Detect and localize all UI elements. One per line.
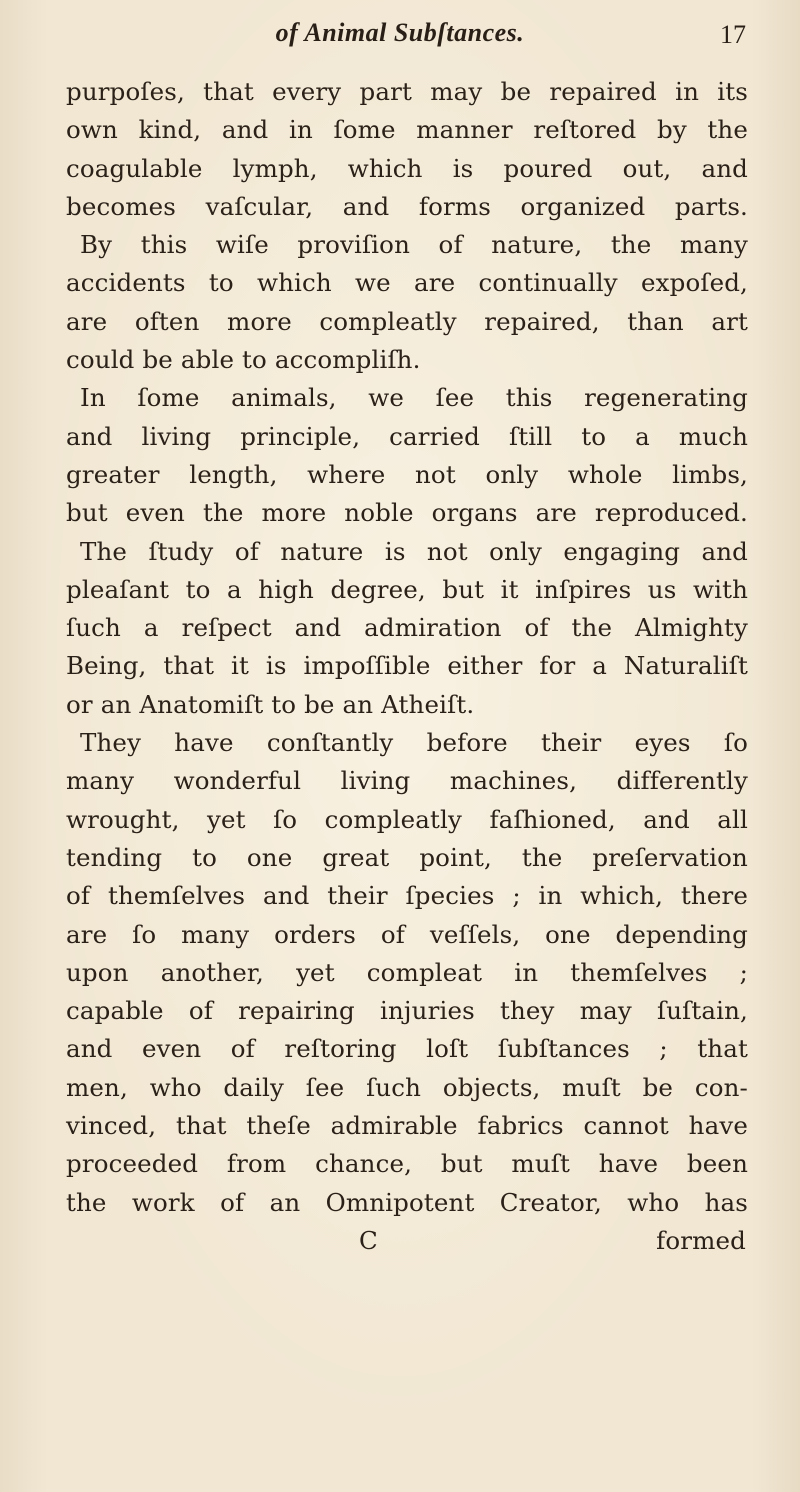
page-number: 17 xyxy=(720,20,746,49)
text-line: and living principle, carried ſtill to a much xyxy=(66,421,748,451)
body-text xyxy=(66,73,748,1260)
text-line: In ſome animals, we ſee this regenerating xyxy=(80,383,748,413)
text-line: upon another, yet compleat in themſelves ; xyxy=(66,957,748,987)
text-line: could be able to accompliſh. xyxy=(66,345,421,375)
footer-line xyxy=(66,1222,748,1260)
page-header xyxy=(0,14,800,58)
text-line: or an Anatomiſt to be an Atheiſt. xyxy=(66,689,475,719)
text-line: are ſo many orders of veſſels, one depending xyxy=(66,919,748,949)
text-line: greater length, where not only whole limbs, xyxy=(66,459,748,489)
text-line: The ſtudy of nature is not only engaging and xyxy=(80,536,748,566)
text-line: of themſelves and their ſpecies ; in which, there xyxy=(66,881,748,911)
text-line: ſuch a reſpect and admiration of the Almighty xyxy=(66,613,748,643)
text-line: accidents to which we are continually expoſed, xyxy=(66,268,748,298)
text-line: many wonderful living machines, differently xyxy=(66,766,748,796)
text-line: but even the more noble organs are reproduced. xyxy=(66,498,748,528)
text-line: capable of repairing injuries they may ſuſtain, xyxy=(66,996,748,1026)
text-line: men, who daily ſee ſuch objects, muſt be con- xyxy=(66,1072,748,1102)
catchword: formed xyxy=(656,1225,746,1255)
running-head: of Animal Subſtances. xyxy=(275,18,525,47)
text-line: They have conſtantly before their eyes ſo xyxy=(80,728,748,758)
text-line: By this wiſe proviſion of nature, the many xyxy=(80,230,748,260)
signature-mark: C xyxy=(359,1225,378,1255)
text-line: becomes vaſcular, and forms organized parts. xyxy=(66,191,748,221)
text-line: tending to one great point, the preſervation xyxy=(66,842,748,872)
text-line: vinced, that theſe admirable fabrics cannot have xyxy=(66,1111,748,1141)
text-line: purpoſes, that every part may be repaired in its xyxy=(66,77,748,106)
text-line: proceeded from chance, but muſt have been xyxy=(66,1149,748,1179)
text-line: Being, that it is impoſſible either for a Naturaliſt xyxy=(66,651,748,681)
text-line: the work of an Omnipotent Creator, who has xyxy=(66,1187,748,1217)
text-line: are often more compleatly repaired, than art xyxy=(66,306,748,336)
text-line: wrought, yet ſo compleatly faſhioned, and all xyxy=(66,804,748,834)
text-line: own kind, and in ſome manner reſtored by the xyxy=(66,115,748,145)
text-line: pleaſant to a high degree, but it inſpires us with xyxy=(66,574,748,604)
text-line: and even of reſtoring loſt ſubſtances ; that xyxy=(66,1034,748,1064)
text-line: coagulable lymph, which is poured out, and xyxy=(66,153,748,183)
